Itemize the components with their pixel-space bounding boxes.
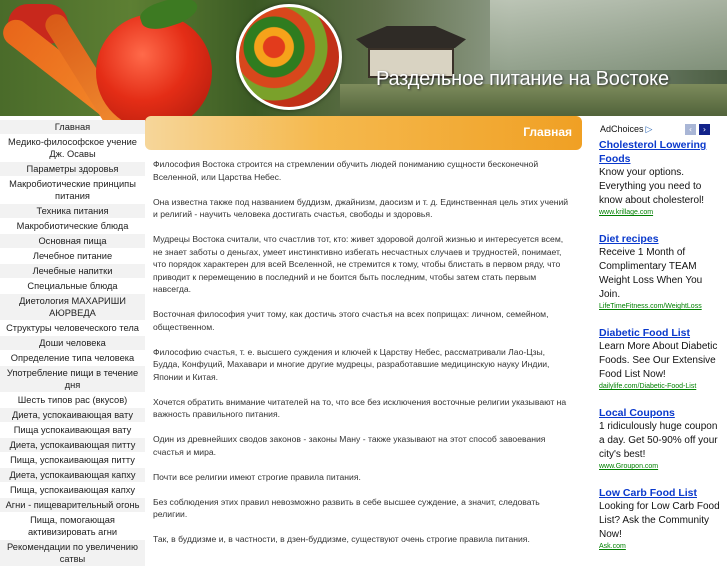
ad-unit xyxy=(594,406,727,472)
article-paragraph: Так, в буддизме и, в частности, в дзен-буддизме, существуют очень строгие правила питания. xyxy=(153,534,530,544)
adchoices-icon: ▷ xyxy=(645,124,653,134)
ad-text: Receive 1 Month of Complimentary TEAM Weight Loss When You Join. xyxy=(599,247,703,300)
article-paragraph: Один из древнейших сводов законов - законы Ману - также указывают на этот способ завоевания счастья и мира. xyxy=(153,434,546,457)
main-content xyxy=(145,116,582,545)
sidebar-item[interactable]: Структуры человеческого тела xyxy=(0,321,145,336)
article-text xyxy=(145,150,582,546)
sidebar-item[interactable]: Употребление пищи в течение дня xyxy=(0,366,145,393)
article-paragraph: Философию счастья, т. е. высшего суждения и ключей к Царству Небес, рассматривали Лао-Цзы, Будда, Конфуций, Махавари и многие другие мудрецы, разработавшие медицинскую науку Индии, Японии и Китая. xyxy=(153,346,550,382)
ad-text: Looking for Low Carb Food List? Ask the Community Now! xyxy=(599,501,720,540)
house-roof xyxy=(356,26,466,48)
sidebar-item[interactable]: Шесть типов рас (вкусов) xyxy=(0,393,145,408)
ad-title-link[interactable]: Local Coupons xyxy=(599,407,675,419)
sidebar-item[interactable]: Медико-философское учение Дж. Осавы xyxy=(0,135,145,162)
sidebar-item[interactable]: Лечебные напитки xyxy=(0,264,145,279)
article-paragraph: Почти все религии имеют строгие правила питания. xyxy=(153,471,361,482)
trees-background xyxy=(490,0,727,70)
ads-sidebar xyxy=(594,120,727,550)
sidebar-item[interactable]: Главная xyxy=(0,120,145,135)
sidebar-item[interactable]: Основная пища xyxy=(0,234,145,249)
sidebar-item[interactable]: Диета, успокаивающая питту xyxy=(0,438,145,453)
sidebar-item[interactable]: Специальные блюда xyxy=(0,279,145,294)
sidebar-item[interactable]: Диетология МАХАРИШИ АЮРВЕДА xyxy=(0,294,145,321)
ad-text: 1 ridiculously huge coupon a day. Get 50-90% off your city's best! xyxy=(599,421,718,460)
sidebar-item[interactable]: Параметры здоровья xyxy=(0,162,145,177)
page-heading: Главная xyxy=(523,125,572,139)
ad-url-link[interactable]: www.krillage.com xyxy=(599,209,654,216)
sidebar-item[interactable]: Пища, помогающая активизировать агни xyxy=(0,513,145,540)
ad-url-link[interactable]: www.Groupon.com xyxy=(599,463,659,470)
left-navigation xyxy=(0,120,145,564)
sidebar-item[interactable]: Диета, успокаивающая вату xyxy=(0,408,145,423)
sidebar-item[interactable]: Макробиотические принципы питания xyxy=(0,177,145,204)
sidebar-item[interactable]: Лечебное питание xyxy=(0,249,145,264)
article-paragraph: Восточная философия учит тому, как достичь этого счастья на всех поприщах: личном, семейном, общественном. xyxy=(153,309,549,332)
ad-text: Learn More About Diabetic Foods. See Our Extensive Food List Now! xyxy=(599,341,718,380)
vegetables-circle-image xyxy=(236,4,342,110)
site-title: Раздельное питание на Востоке xyxy=(376,68,669,90)
ads-prev-button[interactable]: ‹ xyxy=(685,124,696,135)
article-paragraph: Философия Востока строится на стремлении обучить людей пониманию сущности бесконечной Вселенной, или Царства Небес. xyxy=(153,159,539,182)
sidebar-item[interactable]: Пища, успокаивающая питту xyxy=(0,453,145,468)
ad-title-link[interactable]: Diet recipes xyxy=(599,233,659,245)
ad-unit xyxy=(594,326,727,392)
ad-unit xyxy=(594,138,727,218)
ad-text: Know your options. Everything you need to know about cholesterol! xyxy=(599,167,705,206)
tomato-image xyxy=(96,14,212,130)
sidebar-item[interactable]: Рекомендации по увеличению сатвы xyxy=(0,540,145,567)
ad-unit xyxy=(594,486,727,552)
sidebar-item[interactable]: Пища успокаивающая вату xyxy=(0,423,145,438)
header-banner xyxy=(0,0,727,116)
article-paragraph: Мудрецы Востока считали, что счастлив тот, кто: живет здоровой долгой жизнью и интересуется всем, не знает заботы о деньгах, умеет инстинктивно избегать несчастных случаев и трудностей, понимает, что порядок характерен для всей Вселенной, не стремится к тому, чтобы блистать в первом ряду, что приводит к перемещению в последний и не боится быть последним, чтобы затем стать первым навсегда. xyxy=(153,234,564,294)
ads-list xyxy=(594,138,727,552)
adchoices-link[interactable] xyxy=(600,124,652,135)
ad-url-link[interactable]: Ask.com xyxy=(599,543,626,550)
sidebar-item[interactable]: Макробиотические блюда xyxy=(0,219,145,234)
ad-title-link[interactable]: Low Carb Food List xyxy=(599,487,697,499)
article-paragraph: Без соблюдения этих правил невозможно развить в себе высшее суждение, а значит, следовать религии. xyxy=(153,496,540,519)
sidebar-item[interactable]: Агни - пищеварительный огонь xyxy=(0,498,145,513)
sidebar-item[interactable]: Доши человека xyxy=(0,336,145,351)
ad-title-link[interactable]: Cholesterol Lowering Foods xyxy=(599,139,707,165)
heading-bar xyxy=(145,116,582,150)
ad-url-link[interactable]: dailylife.com/Diabetic-Food-List xyxy=(599,383,697,390)
sidebar-item[interactable]: Пища, успокаивающая капху xyxy=(0,483,145,498)
article-paragraph: Хочется обратить внимание читателей на то, что все без исключения восточные религии указывают на важность правильного питания. xyxy=(153,396,567,419)
article-paragraph: Она известна также под названием буддизм, джайнизм, даосизм и т. д. Единственная цель этих учений и религий - научить человека достигать счастья, свободы и здоровья. xyxy=(153,196,569,219)
sidebar-item[interactable]: Диета, успокаивающая капху xyxy=(0,468,145,483)
sidebar-item[interactable]: Техника питания xyxy=(0,204,145,219)
ad-unit xyxy=(594,232,727,312)
ad-url-link[interactable]: LifeTimeFitness.com/WeightLoss xyxy=(599,303,702,310)
ad-title-link[interactable]: Diabetic Food List xyxy=(599,327,691,339)
sidebar-item[interactable]: Определение типа человека xyxy=(0,351,145,366)
adchoices-label: AdChoices xyxy=(600,124,644,134)
ads-next-button[interactable]: › xyxy=(699,124,710,135)
ads-header xyxy=(594,120,727,138)
